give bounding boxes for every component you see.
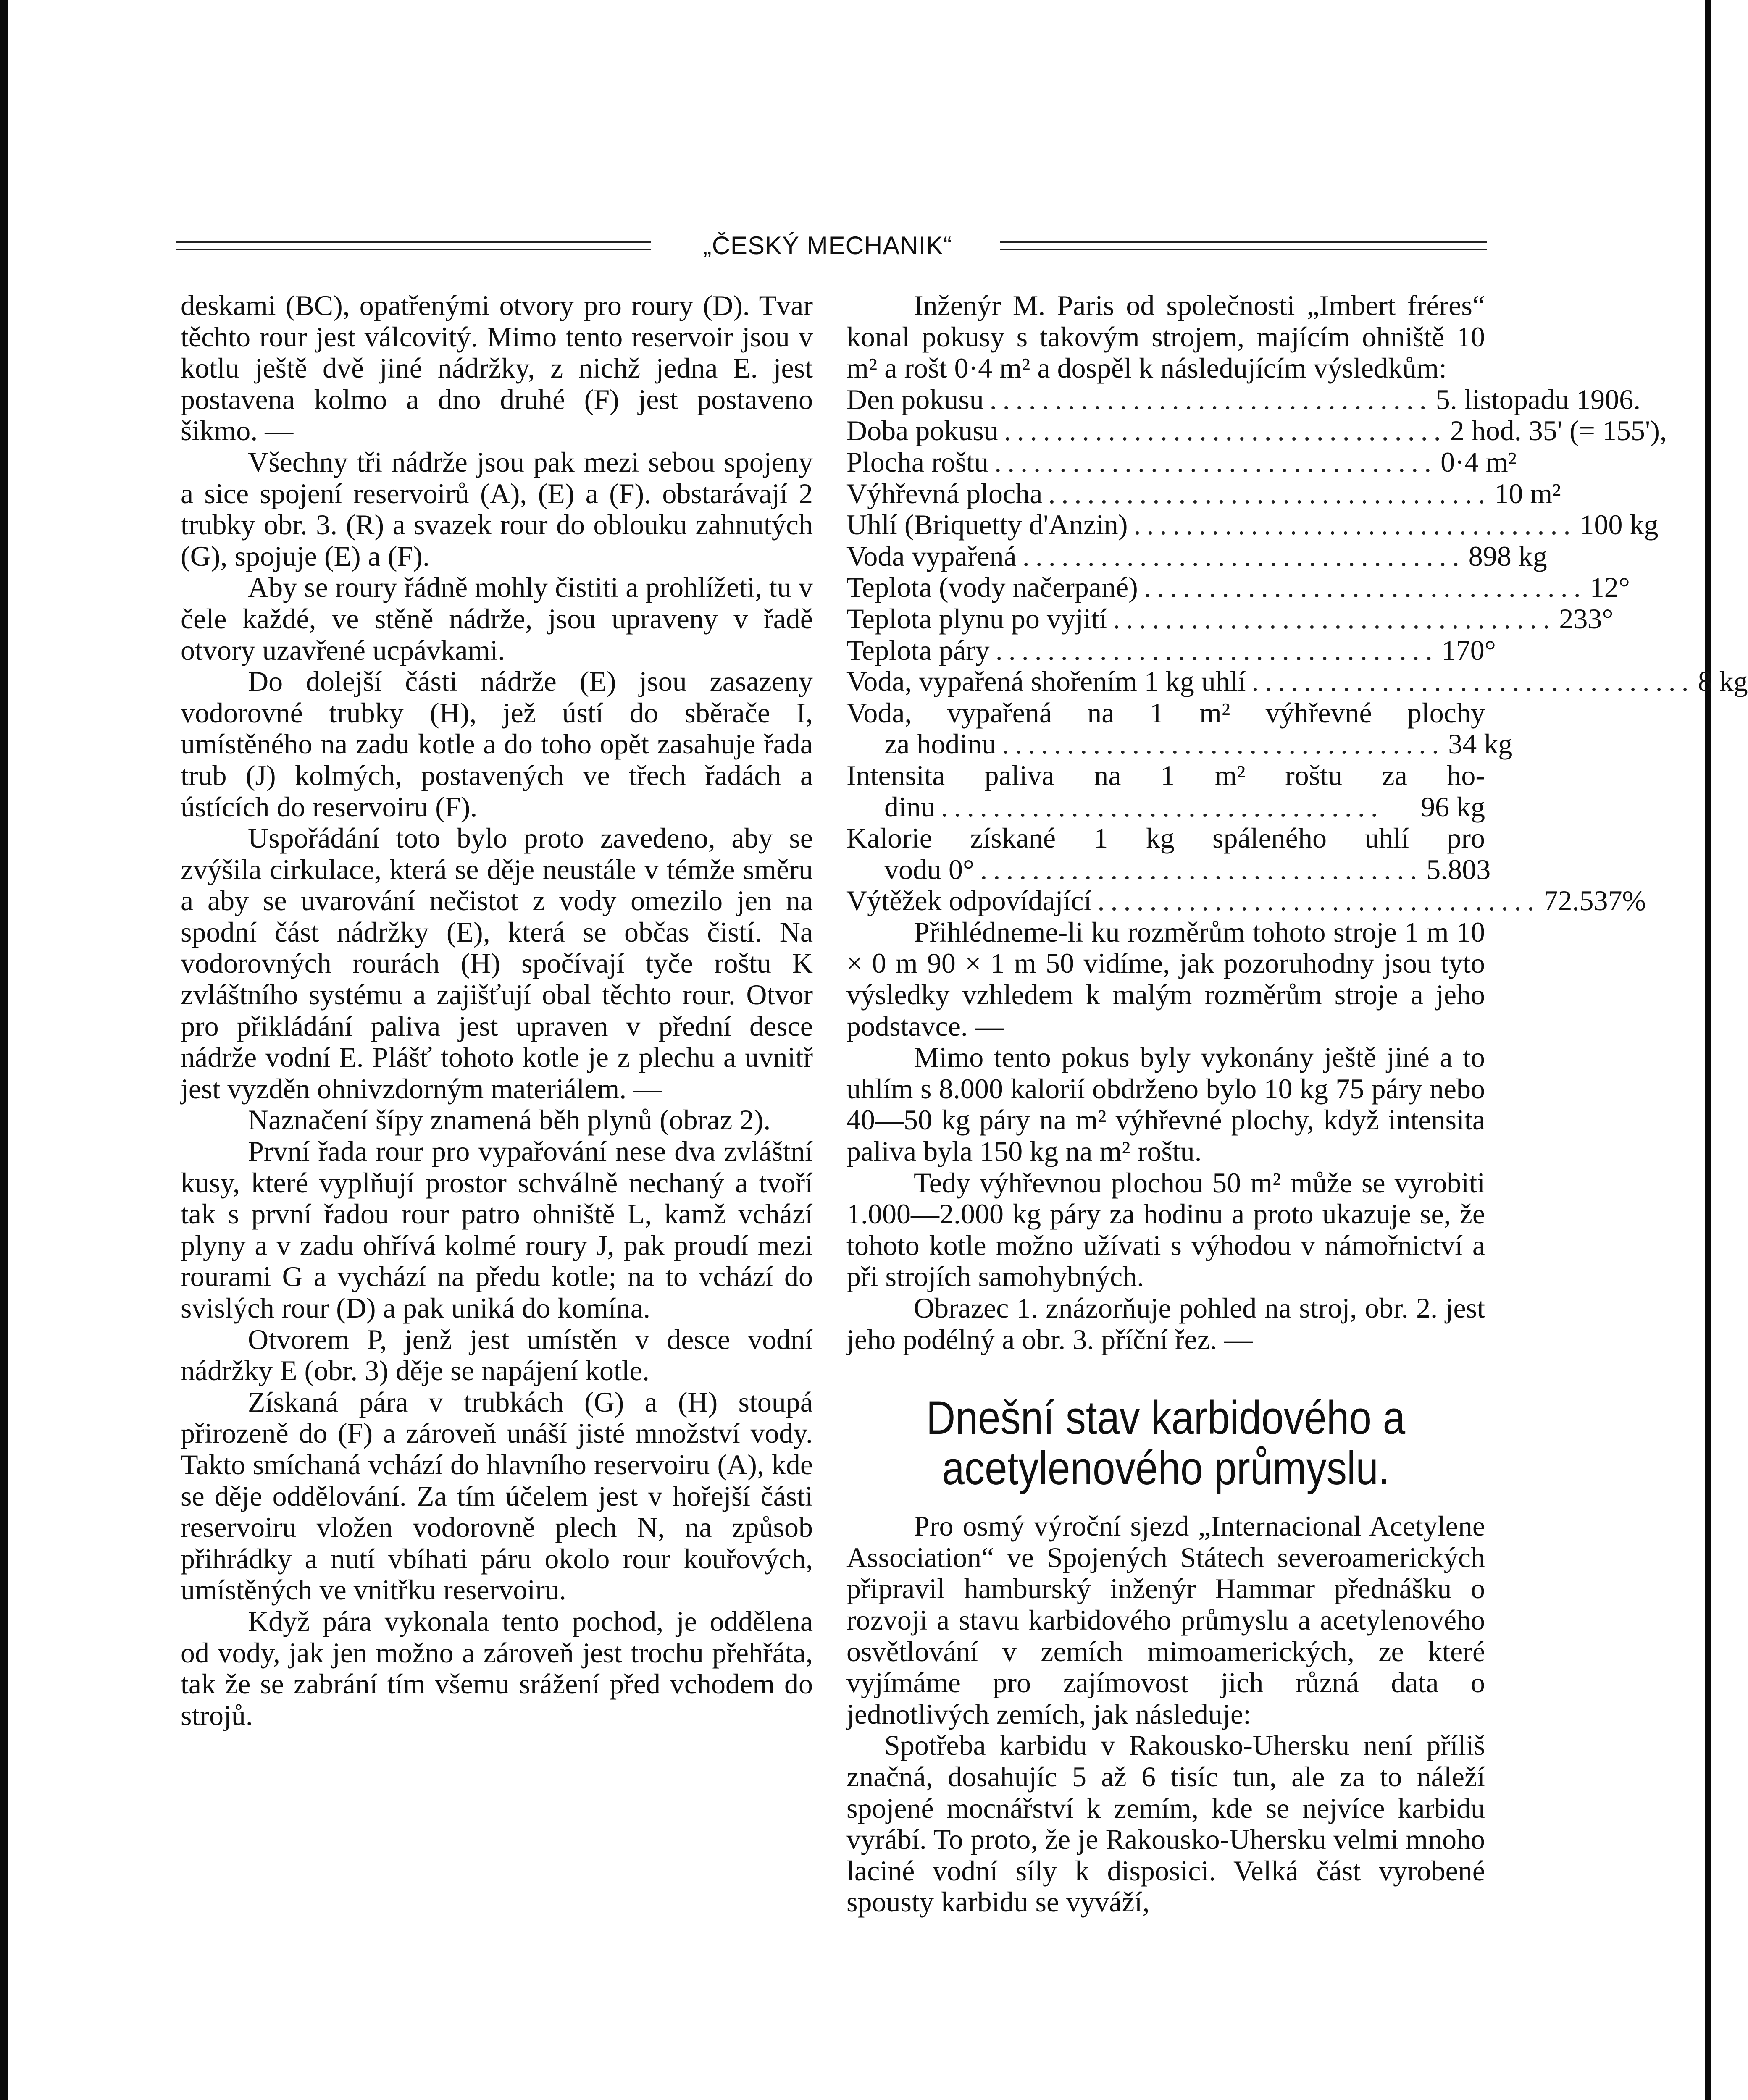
paragraph: Uspořádání toto bylo proto zavedeno, aby se zvýšila cirkulace, která se děje neustále v témže směru a aby se uvarování nečistot z vody omezilo jen na spodní část nádržky (E), která se občas čistí. Na vodorovných rourách (H) spočívají tyče roštu K zvláštního systému a zajišťují obal těchto rour. Otvor pro přikládání paliva jest upraven v přední desce nádrže vodní E. Plášť tohoto kotle je z plechu a uvnitř jest vyzděn ohnivzdorným materiálem. —	[181, 822, 813, 1105]
spec-label: Uhlí (Briquetty d'Anzin)	[846, 509, 1128, 541]
spec-label: vodu 0°	[884, 853, 975, 885]
spec-row	[846, 634, 1496, 666]
spec-value: 34 kg	[1448, 728, 1513, 760]
paragraph: Když pára vykonala tento pochod, je oddělena od vody, jak jen možno a zároveň jest trochu přehřáta, tak že se zabrání tím všemu srážení před vchodem do strojů.	[181, 1605, 813, 1731]
leader-dots: ..................................	[1113, 602, 1556, 635]
paragraph: Obrazec 1. znázorňuje pohled na stroj, obr. 2. jest jeho podélný a obr. 3. příční řez. —	[846, 1292, 1485, 1355]
spec-value: 233°	[1559, 602, 1614, 635]
paragraph: Do dolejší části nádrže (E) jsou zasazeny vodorovné trubky (H), jež ústí do sběrače I, umístěného na zadu kotle a do toho opět zasahuje řada trub (J) kolmých, postavených ve třech řadách a ústících do reservoiru (F).	[181, 665, 813, 823]
spec-row	[846, 571, 1630, 604]
spec-value: 170°	[1441, 634, 1496, 666]
spec-row	[846, 853, 1491, 885]
spec-label: Den pokusu	[846, 383, 984, 415]
leader-dots: ..................................	[1002, 728, 1445, 760]
paragraph: Všechny tři nádrže jsou pak mezi sebou spojeny a sice spojení reservoirů (A), (E) a (F). obstarávají 2 trubky obr. 3. (R) a svazek rour do oblouku zahnutých (G), spojuje (E) a (F).	[181, 446, 813, 572]
test-results-list	[846, 383, 1748, 917]
spec-value: 0·4 m²	[1440, 446, 1517, 478]
header-rule-left	[176, 242, 651, 250]
spec-label: Teplota (vody načerpané)	[846, 571, 1138, 604]
article-heading: Dnešní stav karbidového a acetylenového průmyslu.	[926, 1391, 1406, 1495]
paragraph: Získaná pára v trubkách (G) a (H) stoupá přirozeně do (F) a zároveň unáší jisté množství vody. Takto smíchaná vchází do hlavního reservoiru (A), kde se děje oddělování. Za tím účelem jest v hořejší části reservoiru vložen vodorovně plech N, na způsob přihrádky a nutí vbíhati páru okolo rour kouřových, umístěných ve vnitřku reservoiru.	[181, 1386, 813, 1606]
spec-row	[846, 415, 1667, 447]
spec-value: 8 kg	[1698, 665, 1748, 698]
leader-dots: ..................................	[1004, 415, 1447, 447]
spec-row	[846, 540, 1547, 572]
spec-row	[846, 728, 1513, 760]
spec-value: 10 m²	[1494, 477, 1561, 509]
spec-row	[846, 383, 1641, 415]
leader-dots: ..................................	[1022, 540, 1465, 572]
paragraph: Otvorem P, jenž jest umístěn v desce vodní nádržky E (obr. 3) děje se napájení kotle.	[181, 1323, 813, 1387]
spec-row	[846, 665, 1748, 698]
left-column	[181, 290, 813, 1731]
paragraph: Pro osmý výroční sjezd „Internacional Acetylene Association“ ve Spojených Státech severoamerických připravil hamburský inženýr Hammar přednášku o rozvoji a stavu karbidového průmyslu a acetylenového osvětlování v zemích mimoamerických, ze které vyjímáme pro zajímovost jich různá data o jednotlivých zemích, jak následuje:	[846, 1510, 1485, 1730]
paragraph: První řada rour pro vypařování nese dva zvláštní kusy, které vyplňují prostor schválně nechaný a tvoří tak s první řadou rour patro ohniště L, kamž vchází plyny a v zadu ohřívá kolmé roury J, pak proudí mezi rourami G a vychází na předu kotle; na to vchází do svislých rour (D) a pak uniká do komína.	[181, 1135, 813, 1324]
paragraph: Mimo tento pokus byly vykonány ještě jiné a to uhlím s 8.000 kalorií obdrženo bylo 10 kg 75 páry nebo 40—50 kg páry na m² výhřevné plochy, když intensita paliva byla 150 kg na m² roštu.	[846, 1041, 1485, 1168]
spec-value: 100 kg	[1580, 509, 1659, 541]
leader-dots: ..................................	[994, 446, 1438, 478]
spec-line: Voda, vypařená na 1 m² výhřevné plochy	[846, 696, 1485, 729]
spec-label: Výtěžek odpovídající	[846, 885, 1092, 917]
paragraph: Přihlédneme-li ku rozměrům tohoto stroje 1 m 10 × 0 m 90 × 1 m 50 vidíme, jak pozoruhodny jsou tyto výsledky vzhledem k malým rozměrům stroje a jeho podstavce. —	[846, 916, 1485, 1042]
spec-value: 898 kg	[1468, 540, 1547, 572]
journal-title: „ČESKÝ MECHANIK“	[703, 231, 952, 260]
spec-label: Doba pokusu	[846, 415, 998, 447]
spec-label: Voda, vypařená shořením 1 kg uhlí	[846, 665, 1246, 698]
leader-dots: ..................................	[1251, 665, 1695, 698]
spec-value: 12°	[1590, 571, 1630, 604]
spec-row	[846, 885, 1646, 917]
leader-dots: ..................................	[980, 853, 1423, 885]
spec-label: Plocha roštu	[846, 446, 989, 478]
spec-value: 72.537%	[1543, 885, 1646, 917]
spec-row	[846, 509, 1659, 541]
paragraph: Aby se roury řádně mohly čistiti a prohlížeti, tu v čele každé, ve stěně nádrže, jsou upraveny v řadě otvory uzavřené ucpávkami.	[181, 571, 813, 666]
leader-dots: ..................................	[1097, 885, 1540, 917]
spec-row	[846, 477, 1561, 509]
spec-label: Voda vypařená	[846, 540, 1017, 572]
leader-dots: ..................................	[1143, 571, 1587, 604]
paragraph: Spotřeba karbidu v Rakousko-Uhersku není příliš značná, dosahujíc 5 až 6 tisíc tun, ale za to náleží spojené mocnářství k zemím, kde se nejvíce karbidu vyrábí. To proto, že je Rakousko-Uhersku velmi mnoho laciné vodní síly k disposici. Velká část vyrobené spousty karbidu se vyváží,	[846, 1729, 1485, 1918]
spec-label: Výhřevná plocha	[846, 477, 1043, 509]
leader-dots: ..................................	[941, 790, 1384, 823]
spec-value: 5. listopadu 1906.	[1435, 383, 1641, 415]
spec-row	[846, 602, 1614, 635]
leader-dots: ..................................	[989, 383, 1433, 415]
right-column	[846, 289, 1748, 1918]
spec-label: za hodinu	[884, 728, 996, 760]
spec-line: Kalorie získané 1 kg spáleného uhlí pro	[846, 822, 1485, 854]
spec-value: 96 kg	[1421, 790, 1485, 823]
paragraph: Naznačení šípy znamená běh plynů (obraz 2).	[248, 1104, 771, 1136]
paragraph: deskami (BC), opatřenými otvory pro roury (D). Tvar těchto rour jest válcovitý. Mimo tento reservoir jsou v kotlu ještě dvě jiné nádržky, z nichž jedna E. jest postavena kolmo a dno druhé (F) jest postaveno šikmo. —	[181, 289, 813, 447]
spec-line: Intensita paliva na 1 m² roštu za ho-	[846, 759, 1485, 791]
spec-label: dinu	[884, 790, 935, 823]
leader-dots: ..................................	[1048, 477, 1491, 509]
running-header	[176, 229, 1487, 262]
spec-value: 5.803	[1426, 853, 1491, 885]
spec-row	[846, 791, 1485, 823]
spec-label: Teplota páry	[846, 634, 990, 666]
paragraph: Tedy výhřevnou plochou 50 m² může se vyrobiti 1.000—2.000 kg páry za hodinu a proto ukazuje se, že tohoto kotle možno užívati s výhodou v námořnictví a při strojích samohybných.	[846, 1166, 1485, 1293]
spec-row	[846, 446, 1517, 478]
leader-dots: ..................................	[1133, 509, 1577, 541]
paragraph: Inženýr M. Paris od společnosti „Imbert fréres“ konal pokusy s takovým strojem, majícím ohniště 10 m² a rošt 0·4 m² a dospěl k následujícím výsledkům:	[846, 289, 1485, 384]
spec-label: Teplota plynu po vyjití	[846, 602, 1107, 635]
header-rule-right	[1000, 242, 1487, 250]
spec-value: 2 hod. 35' (= 155'),	[1450, 415, 1667, 447]
leader-dots: ..................................	[995, 634, 1438, 666]
